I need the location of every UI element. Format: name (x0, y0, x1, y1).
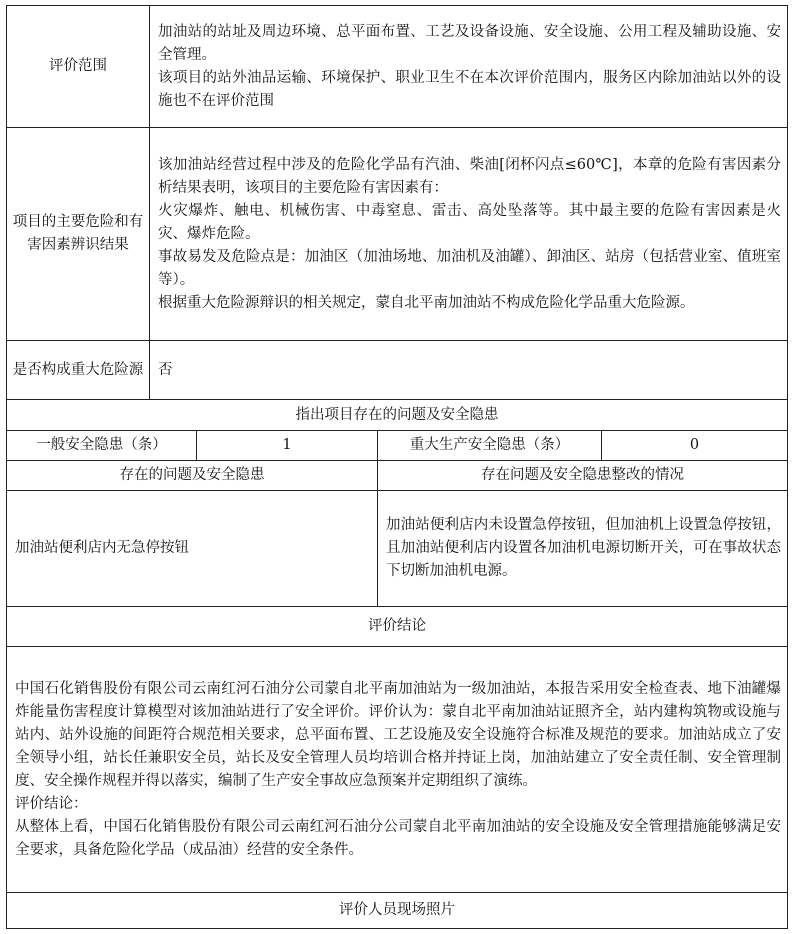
major-hazard-count: 0 (602, 431, 788, 461)
rectification-header: 存在问题及安全隐患整改的情况 (378, 461, 788, 491)
photos-title: 评价人员现场照片 (7, 893, 788, 929)
conclusion-title-row (7, 607, 788, 647)
general-hazard-count: 1 (197, 431, 378, 461)
issue-rectification: 加油站便利店内未设置急停按钮，但加油机上设置急停按钮，且加油站便利店内设置各加油机电源切断开关，可在事故状态下切断加油机电源。 (378, 491, 788, 607)
summary-table (6, 5, 788, 929)
conclusion-text (7, 647, 788, 893)
major-hazard-value: 否 (150, 341, 788, 400)
issue-problem: 加油站便利店内无急停按钮 (7, 491, 378, 607)
hazards-label: 项目的主要危险和有害因素辨识结果 (7, 128, 150, 341)
conclusion-final: 从整体上看，中国石化销售股份有限公司云南红河石油分公司蒙自北平南加油站的安全设施及安全管理措施能够满足安全要求，具备危险化学品（成品油）经营的安全条件。 (15, 818, 781, 858)
photos-title-row (7, 893, 788, 929)
general-hazard-label: 一般安全隐患（条） (7, 431, 197, 461)
hazards-line: 火灾爆炸、触电、机械伤害、中毒窒息、雷击、高处坠落等。其中最主要的危险有害因素是火灾、爆炸危险。 (158, 202, 781, 242)
counts-row (7, 431, 788, 461)
problem-header: 存在的问题及安全隐患 (7, 461, 378, 491)
scope-line: 加油站的站址及周边环境、总平面布置、工艺及设备设施、安全设施、公用工程及辅助设施、安全管理。 (158, 23, 781, 63)
scope-row (7, 6, 788, 128)
hazards-line: 根据重大危险源辩识的相关规定，蒙自北平南加油站不构成危险化学品重大危险源。 (158, 294, 695, 311)
conclusion-row (7, 647, 788, 893)
hazards-text (150, 128, 788, 341)
conclusion-body: 中国石化销售股份有限公司云南红河石油分公司蒙自北平南加油站为一级加油站，本报告采用安全检查表、地下油罐爆炸能量伤害程度计算模型对该加油站进行了安全评价。评价认为：蒙自北平南加油站证照齐全，站内建构筑物或设施与站内、站外设施的间距符合规范相关要求，总平面布置、工艺设施及安全设施符合标准及规范的要求。加油站成立了安全领导小组，站长任兼职安全员，站长及安全管理人员均培训合格并持证上岗，加油站建立了安全责任制、安全管理制度、安全操作规程并得以落实，编制了生产安全事故应急预案并定期组织了演练。 (15, 680, 781, 789)
hazards-line: 事故易发及危险点是：加油区（加油场地、加油机及油罐）、卸油区、站房（包括营业室、值班室等）。 (158, 248, 781, 288)
issues-title: 指出项目存在的问题及安全隐患 (7, 400, 788, 431)
issue-row (7, 491, 788, 607)
hazards-line: 该加油站经营过程中涉及的危险化学品有汽油、柴油[闭杯闪点≤60℃]，本章的危险有害因素分析结果表明，该项目的主要危险有害因素有： (158, 156, 781, 196)
scope-label: 评价范围 (7, 6, 150, 128)
conclusion-title: 评价结论 (7, 607, 788, 647)
scope-text (150, 6, 788, 128)
conclusion-sub-label: 评价结论： (15, 795, 88, 812)
scope-line: 该项目的站外油品运输、环境保护、职业卫生不在本次评价范围内，服务区内除加油站以外的设施也不在评价范围 (158, 69, 781, 109)
evaluation-summary (6, 5, 787, 929)
issues-header-row (7, 461, 788, 491)
hazards-row (7, 128, 788, 341)
major-hazard-count-label: 重大生产安全隐患（条） (378, 431, 602, 461)
major-hazard-row (7, 341, 788, 400)
issues-title-row (7, 400, 788, 431)
major-hazard-label: 是否构成重大危险源 (7, 341, 150, 400)
